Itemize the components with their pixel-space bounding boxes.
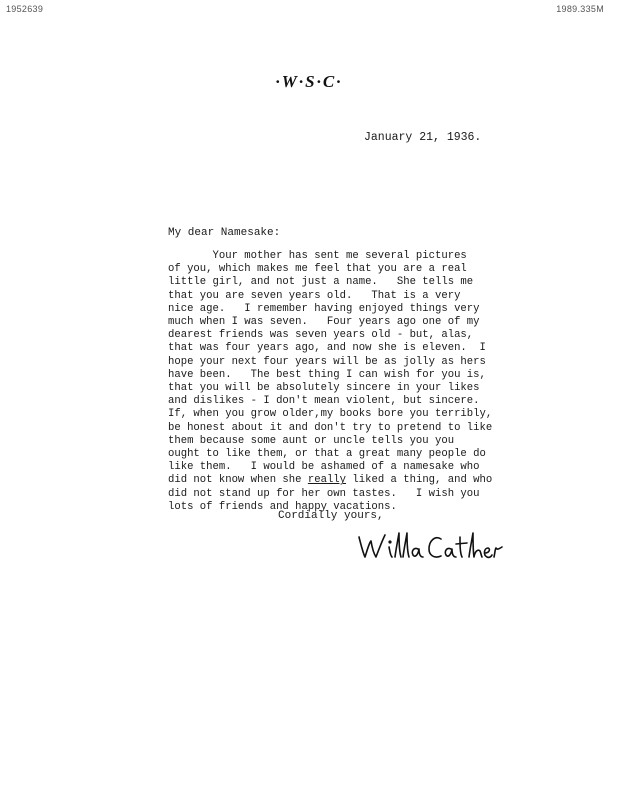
body-line-start: did not know when she <box>168 474 308 487</box>
body-line: that you will be absolutely sincere in your likes <box>168 382 480 395</box>
body-line: hope your next four years will be as jolly as hers <box>168 355 486 368</box>
body-line: If, when you grow older,my books bore you terribly, <box>168 408 493 421</box>
body-line: little girl, and not just a name. She tells me <box>168 276 474 289</box>
handwritten-signature <box>355 527 505 567</box>
body-line: much when I was seven. Four years ago one of my <box>168 316 480 329</box>
letter-date: January 21, 1936. <box>364 131 482 144</box>
body-line: dearest friends was seven years old - but, alas, <box>168 329 474 342</box>
body-line: them because some aunt or uncle tells you you <box>168 434 455 447</box>
salutation: My dear Namesake: <box>168 227 281 239</box>
body-line: like them. I would be ashamed of a namesake who <box>168 461 480 474</box>
body-line-end: liked a thing, and who <box>346 474 493 487</box>
body-line: ought to like them, or that a great many people do <box>168 448 486 461</box>
body-line: Your mother has sent me several pictures <box>168 250 467 262</box>
body-line: have been. The best thing I can wish for you is, <box>168 368 486 381</box>
body-line: lots of friends and happy vacations. <box>168 500 397 513</box>
signature-drawing <box>355 527 505 567</box>
letter-body <box>168 250 498 514</box>
body-line: and dislikes - I don't mean violent, but sincere. <box>168 395 480 408</box>
body-line: did not stand up for her own tastes. I wish you <box>168 487 480 500</box>
accession-number-right: 1989.335M <box>556 4 604 14</box>
body-line: of you, which makes me feel that you are a real <box>168 263 467 276</box>
body-line-with-emphasis <box>168 474 498 487</box>
underlined-word: really <box>307 474 347 487</box>
body-line: that was four years ago, and now she is eleven. I <box>168 342 486 355</box>
body-line: be honest about it and don't try to pretend to like <box>168 421 493 434</box>
letterhead-monogram: ·W·S·C· <box>275 72 343 91</box>
body-line: nice age. I remember having enjoyed things very <box>168 302 480 315</box>
accession-number-left: 1952639 <box>6 4 44 14</box>
closing: Cordially yours, <box>278 510 384 522</box>
body-line: that you are seven years old. That is a very <box>168 289 461 302</box>
